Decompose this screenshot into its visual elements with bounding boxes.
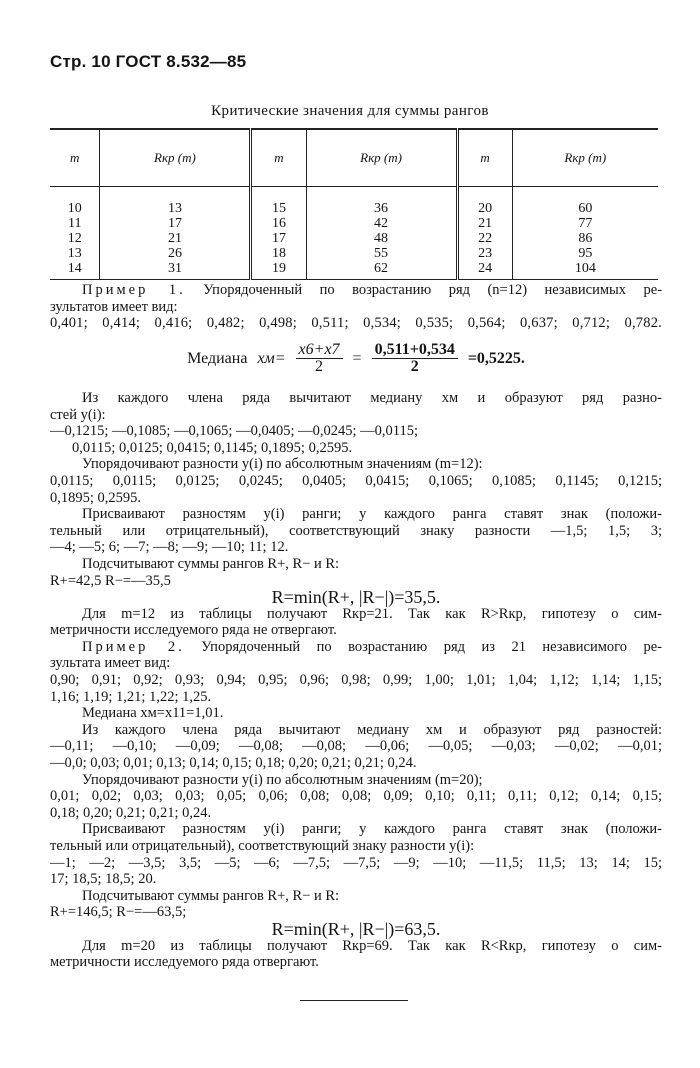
example1-sort-intro: Упорядочивают разности y(i) по абсолютным значениям (m=12):	[82, 456, 483, 473]
col-header-m: m	[457, 129, 512, 187]
example2-diff-intro: Из каждого члена ряда вычитают медиану xм и образуют ряд разностей:	[82, 721, 662, 738]
fraction-denominator: 2	[315, 358, 324, 376]
table-row	[50, 261, 658, 280]
table-cell: 21	[457, 216, 512, 231]
example1-series: 0,401; 0,414; 0,416; 0,482; 0,498; 0,511; 0,534; 0,535; 0,564; 0,637; 0,712; 0,782.	[50, 315, 662, 332]
table-cell: 26	[100, 246, 251, 261]
table-cell: 95	[512, 246, 658, 261]
example2-median: Медиана xм=x11=1,01.	[82, 705, 224, 722]
example1-rank-intro-cont: тельный или отрицательный), соответствующий знаку разности —1,5; 1,5; 3;	[50, 522, 662, 539]
table-cell: 77	[512, 216, 658, 231]
equals-sign: =	[352, 349, 362, 367]
table-cell: 21	[100, 231, 251, 246]
table-cell: 48	[306, 231, 457, 246]
table-cell: 13	[100, 187, 251, 217]
example2-intro-text: Упорядоченный по возрастанию ряд из 21 независимого ре-	[201, 638, 663, 655]
fraction-numerator: x6+x7	[296, 342, 343, 360]
table-cell: 36	[306, 187, 457, 217]
table-cell: 17	[251, 231, 306, 246]
end-rule	[300, 1000, 408, 1001]
table-cell: 20	[457, 187, 512, 217]
example1-sums: R+=42,5 R−=—35,5	[50, 572, 171, 589]
example2-ranks-1: —1; —2; —3,5; 3,5; —5; —6; —7,5; —7,5; —9; —10; —11,5; 11,5; 13; 14; 15;	[50, 854, 662, 871]
critical-values-table	[50, 128, 658, 280]
example1-sums-intro: Подсчитывают суммы рангов R+, R− и R:	[82, 555, 340, 572]
table-header-row	[50, 129, 658, 187]
fraction-denominator: 2	[410, 358, 419, 376]
example2-intro	[50, 639, 662, 656]
table-row	[50, 216, 658, 231]
table-cell: 22	[457, 231, 512, 246]
example1-conclusion: Для m=12 из таблицы получают Rкр=21. Так как R>Rкр, гипотезу о сим-	[82, 605, 662, 622]
table-cell: 10	[67, 201, 82, 216]
example2-sorted-1: 0,01; 0,02; 0,03; 0,03; 0,05; 0,06; 0,08; 0,08; 0,09; 0,10; 0,11; 0,11; 0,12; 0,14; 0,15;	[50, 788, 662, 805]
table-cell: 19	[251, 261, 306, 280]
example2-lead: Пример 2.	[82, 638, 185, 655]
example2-sums-intro: Подсчитывают суммы рангов R+, R− и R:	[82, 887, 340, 904]
example1-sorted-1: 0,0115; 0,0115; 0,0125; 0,0245; 0,0405; 0,0415; 0,1065; 0,1085; 0,1145; 0,1215;	[50, 472, 662, 489]
col-header-m: m	[50, 129, 100, 187]
example1-diffs-1: —0,1215; —0,1085; —0,1065; —0,0405; —0,0245; —0,0115;	[50, 423, 419, 440]
example2-rank-intro-cont: тельный или отрицательный), соответствующий знаку разности y(i):	[50, 838, 475, 854]
example2-conclusion-cont: метричности исследуемого ряда отвергают.	[50, 954, 319, 971]
table-cell: 18	[251, 246, 306, 261]
example2-formula: R=min(R+, |R−|)=63,5.	[271, 918, 441, 939]
fraction-numerator: 0,511+0,534	[372, 342, 458, 360]
example2-diffs-1: —0,11; —0,10; —0,09; —0,08; —0,08; —0,06; —0,05; —0,03; —0,02; —0,01;	[50, 738, 662, 755]
example2-sort-intro: Упорядочивают разности y(i) по абсолютным значениям (m=20);	[82, 771, 483, 788]
col-header-m: m	[251, 129, 306, 187]
example1-diffs-2: 0,0115; 0,0125; 0,0415; 0,1145; 0,1895; 0,2595.	[72, 439, 353, 456]
table-cell: 24	[457, 261, 512, 280]
table-cell: 62	[306, 261, 457, 280]
page-header: Стр. 10 ГОСТ 8.532—85	[50, 52, 247, 71]
example1-intro-text: Упорядоченный по возрастанию ряд (n=12) независимых ре-	[203, 282, 663, 298]
table-row	[50, 231, 658, 246]
example2-intro-cont: зультата имеет вид:	[50, 655, 171, 672]
example1-ranks: —4; —5; 6; —7; —8; —9; —10; 11; 12.	[50, 539, 289, 556]
table-cell: 14	[50, 261, 100, 280]
example1-intro	[50, 282, 662, 299]
example2-ranks-2: 17; 18,5; 18,5; 20.	[50, 871, 157, 888]
example2-conclusion: Для m=20 из таблицы получают Rкр=69. Так как R<Rкр, гипотезу о сим-	[82, 937, 662, 954]
example2-values-2: 1,16; 1,19; 1,21; 1,22; 1,25.	[50, 688, 212, 705]
example2-rank-intro: Присваивают разностям y(i) ранги; у каждого ранга ставят знак (положи-	[82, 821, 662, 838]
example1-conclusion-cont: метричности исследуемого ряда не отвергают.	[50, 622, 337, 639]
example1-intro-cont: зультатов имеет вид:	[50, 298, 178, 315]
table-cell: 104	[512, 261, 658, 280]
table-cell: 17	[100, 216, 251, 231]
example1-formula: R=min(R+, |R−|)=35,5.	[271, 587, 441, 608]
table-cell: 11	[67, 216, 82, 231]
col-header-rkr: Rкр (m)	[512, 129, 658, 187]
example1-sorted-2: 0,1895; 0,2595.	[50, 489, 142, 506]
table-cell: 12	[67, 231, 82, 246]
example1-lead: Пример 1.	[82, 282, 186, 298]
col-header-rkr: Rкр (m)	[306, 129, 457, 187]
median-lhs: xм=	[257, 349, 286, 367]
table-cell: 55	[306, 246, 457, 261]
median-fraction-symbolic	[296, 342, 343, 376]
col-header-rkr: Rкр (m)	[100, 129, 251, 187]
table-cell: 13	[67, 246, 82, 261]
median-fraction-numeric	[372, 342, 458, 376]
table-cell: 60	[512, 187, 658, 217]
table-cell: 31	[100, 261, 251, 280]
table-cell: 42	[306, 216, 457, 231]
table-cell: 16	[251, 216, 306, 231]
table-cell: 23	[457, 246, 512, 261]
example2-values-1: 0,90; 0,91; 0,92; 0,93; 0,94; 0,95; 0,96; 0,98; 0,99; 1,00; 1,01; 1,04; 1,12; 1,14; 1,15;	[50, 672, 662, 689]
example2-diffs-2: —0,0; 0,03; 0,01; 0,13; 0,14; 0,15; 0,18; 0,20; 0,21; 0,21; 0,24.	[50, 755, 417, 772]
table-cell: 86	[512, 231, 658, 246]
example1-diff-intro: Из каждого члена ряда вычитают медиану xм и образуют ряд разно-	[82, 389, 662, 406]
example2-sorted-2: 0,18; 0,20; 0,21; 0,21; 0,24.	[50, 804, 212, 821]
median-result: =0,5225.	[467, 349, 525, 367]
table-row	[50, 246, 658, 261]
median-formula	[50, 342, 662, 376]
example1-diff-intro-cont: стей y(i):	[50, 406, 106, 423]
example1-rank-intro: Присваивают разностям y(i) ранги; у каждого ранга ставят знак (положи-	[82, 506, 662, 523]
document-body	[50, 282, 662, 971]
example2-sums: R+=146,5; R−=—63,5;	[50, 904, 187, 921]
table-row	[50, 187, 658, 217]
median-label: Медиана	[187, 349, 248, 367]
table-cell: 15	[251, 187, 306, 217]
table-caption: Критические значения для суммы рангов	[211, 103, 489, 119]
